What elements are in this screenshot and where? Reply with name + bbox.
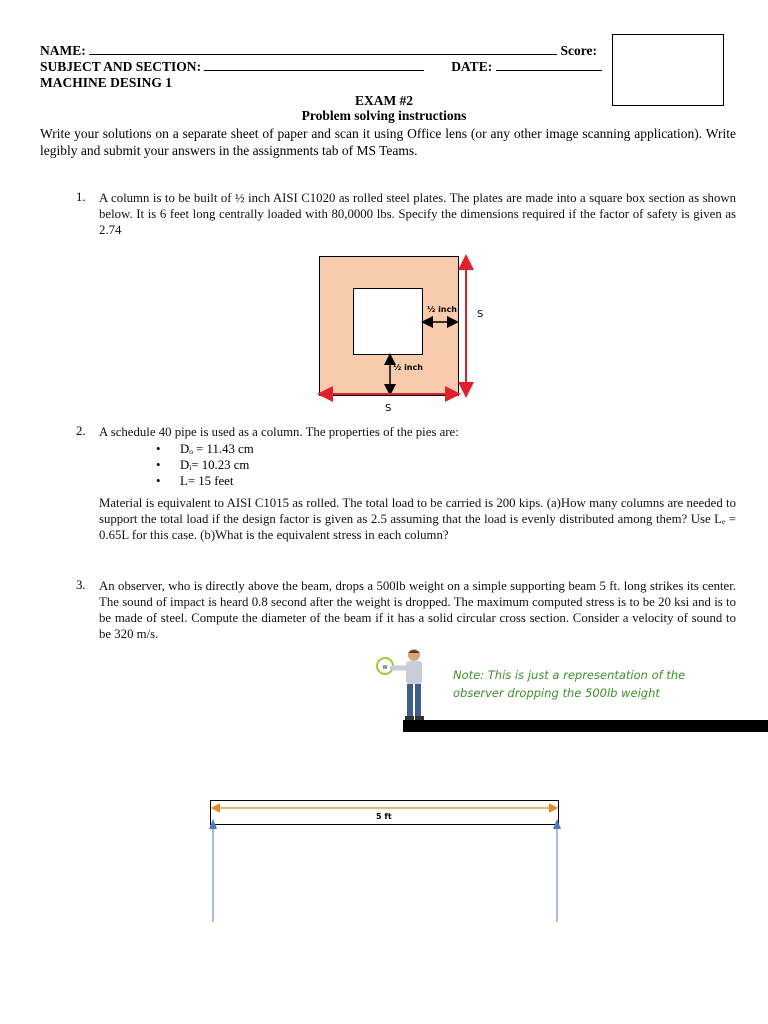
name-blank[interactable]	[89, 43, 557, 55]
subject-blank[interactable]	[204, 59, 424, 71]
name-label: NAME	[40, 43, 82, 58]
problem-3-number: 3.	[76, 578, 86, 592]
exam-title: EXAM #2	[354, 93, 414, 108]
observer-figure	[372, 646, 442, 724]
exam-subtitle: Problem solving instructions	[301, 108, 467, 123]
box-section-figure	[310, 250, 510, 420]
problem-2-text-continued: Material is equivalent to AISI C1015 as rolled. The total load to be carried is 200 kips. (a)How many columns are needed to support the total load if the design factor is given as 2.5 assuming that the load is evenly distributed among them? Use Lₑ = 0.65L for this case. (b)What is the equivalent stress in each column?	[99, 496, 736, 542]
side-label-right: S	[477, 309, 484, 320]
side-label-bottom: S	[385, 403, 392, 414]
date-label: DATE	[451, 59, 488, 74]
half-inch-label-bottom: ½ inch	[393, 363, 423, 372]
note-text	[453, 666, 685, 702]
bullet-item: • L= 15 feet	[156, 474, 234, 488]
beam-figure	[205, 795, 565, 925]
bullet-list	[156, 442, 254, 490]
score-label: Score:	[560, 43, 597, 58]
subject-label: SUBJECT AND SECTION	[40, 59, 197, 74]
date-blank[interactable]	[496, 59, 602, 71]
exam-instructions: Write your solutions on a separate sheet of paper and scan it using Office lens (or any other image scanning application). Write legibly and submit your answers in the assignments tab of MS Teams.	[40, 126, 736, 158]
subject-line: SUBJECT AND SECTION: DATE:	[40, 59, 602, 75]
beam-length-label: 5 ft	[376, 812, 392, 821]
note-line-1: Note: This is just a representation of the	[453, 668, 686, 682]
bullet-item: • Dₒ = 11.43 cm	[156, 442, 254, 456]
problem-2-number: 2.	[76, 424, 86, 438]
inner-hollow	[354, 289, 423, 355]
half-inch-label-right: ½ inch	[427, 305, 457, 314]
weight-label: W	[382, 665, 388, 671]
problem-2-text: A schedule 40 pipe is used as a column. The properties of the pies are:	[99, 425, 459, 439]
problem-1-number: 1.	[76, 190, 86, 204]
name-line: NAME: Score:	[40, 43, 597, 58]
bullet-item: • Dᵢ= 10.23 cm	[156, 458, 250, 472]
note-line-2: observer dropping the 500lb weight	[453, 686, 660, 700]
course-title: MACHINE DESING 1	[40, 75, 173, 90]
floor-ledge	[403, 720, 768, 732]
problem-3-text: An observer, who is directly above the beam, drops a 500lb weight on a simple supporting beam 5 ft. long strikes its center. The sound of impact is heard 0.8 second after the weight is dropped. The maximum computed stress is to be 20 ksi and is to be made of steel. Compute the diameter of the beam if it has a solid circular cross section. Consider a velocity of sound to be 320 m/s.	[99, 579, 736, 641]
problem-1-text: A column is to be built of ½ inch AISI C1020 as rolled steel plates. The plates are made into a square box section as shown below. It is 6 feet long centrally loaded with 80,0000 lbs. Specify the dimensions required if the factor of safety is given as 2.74	[99, 191, 736, 237]
